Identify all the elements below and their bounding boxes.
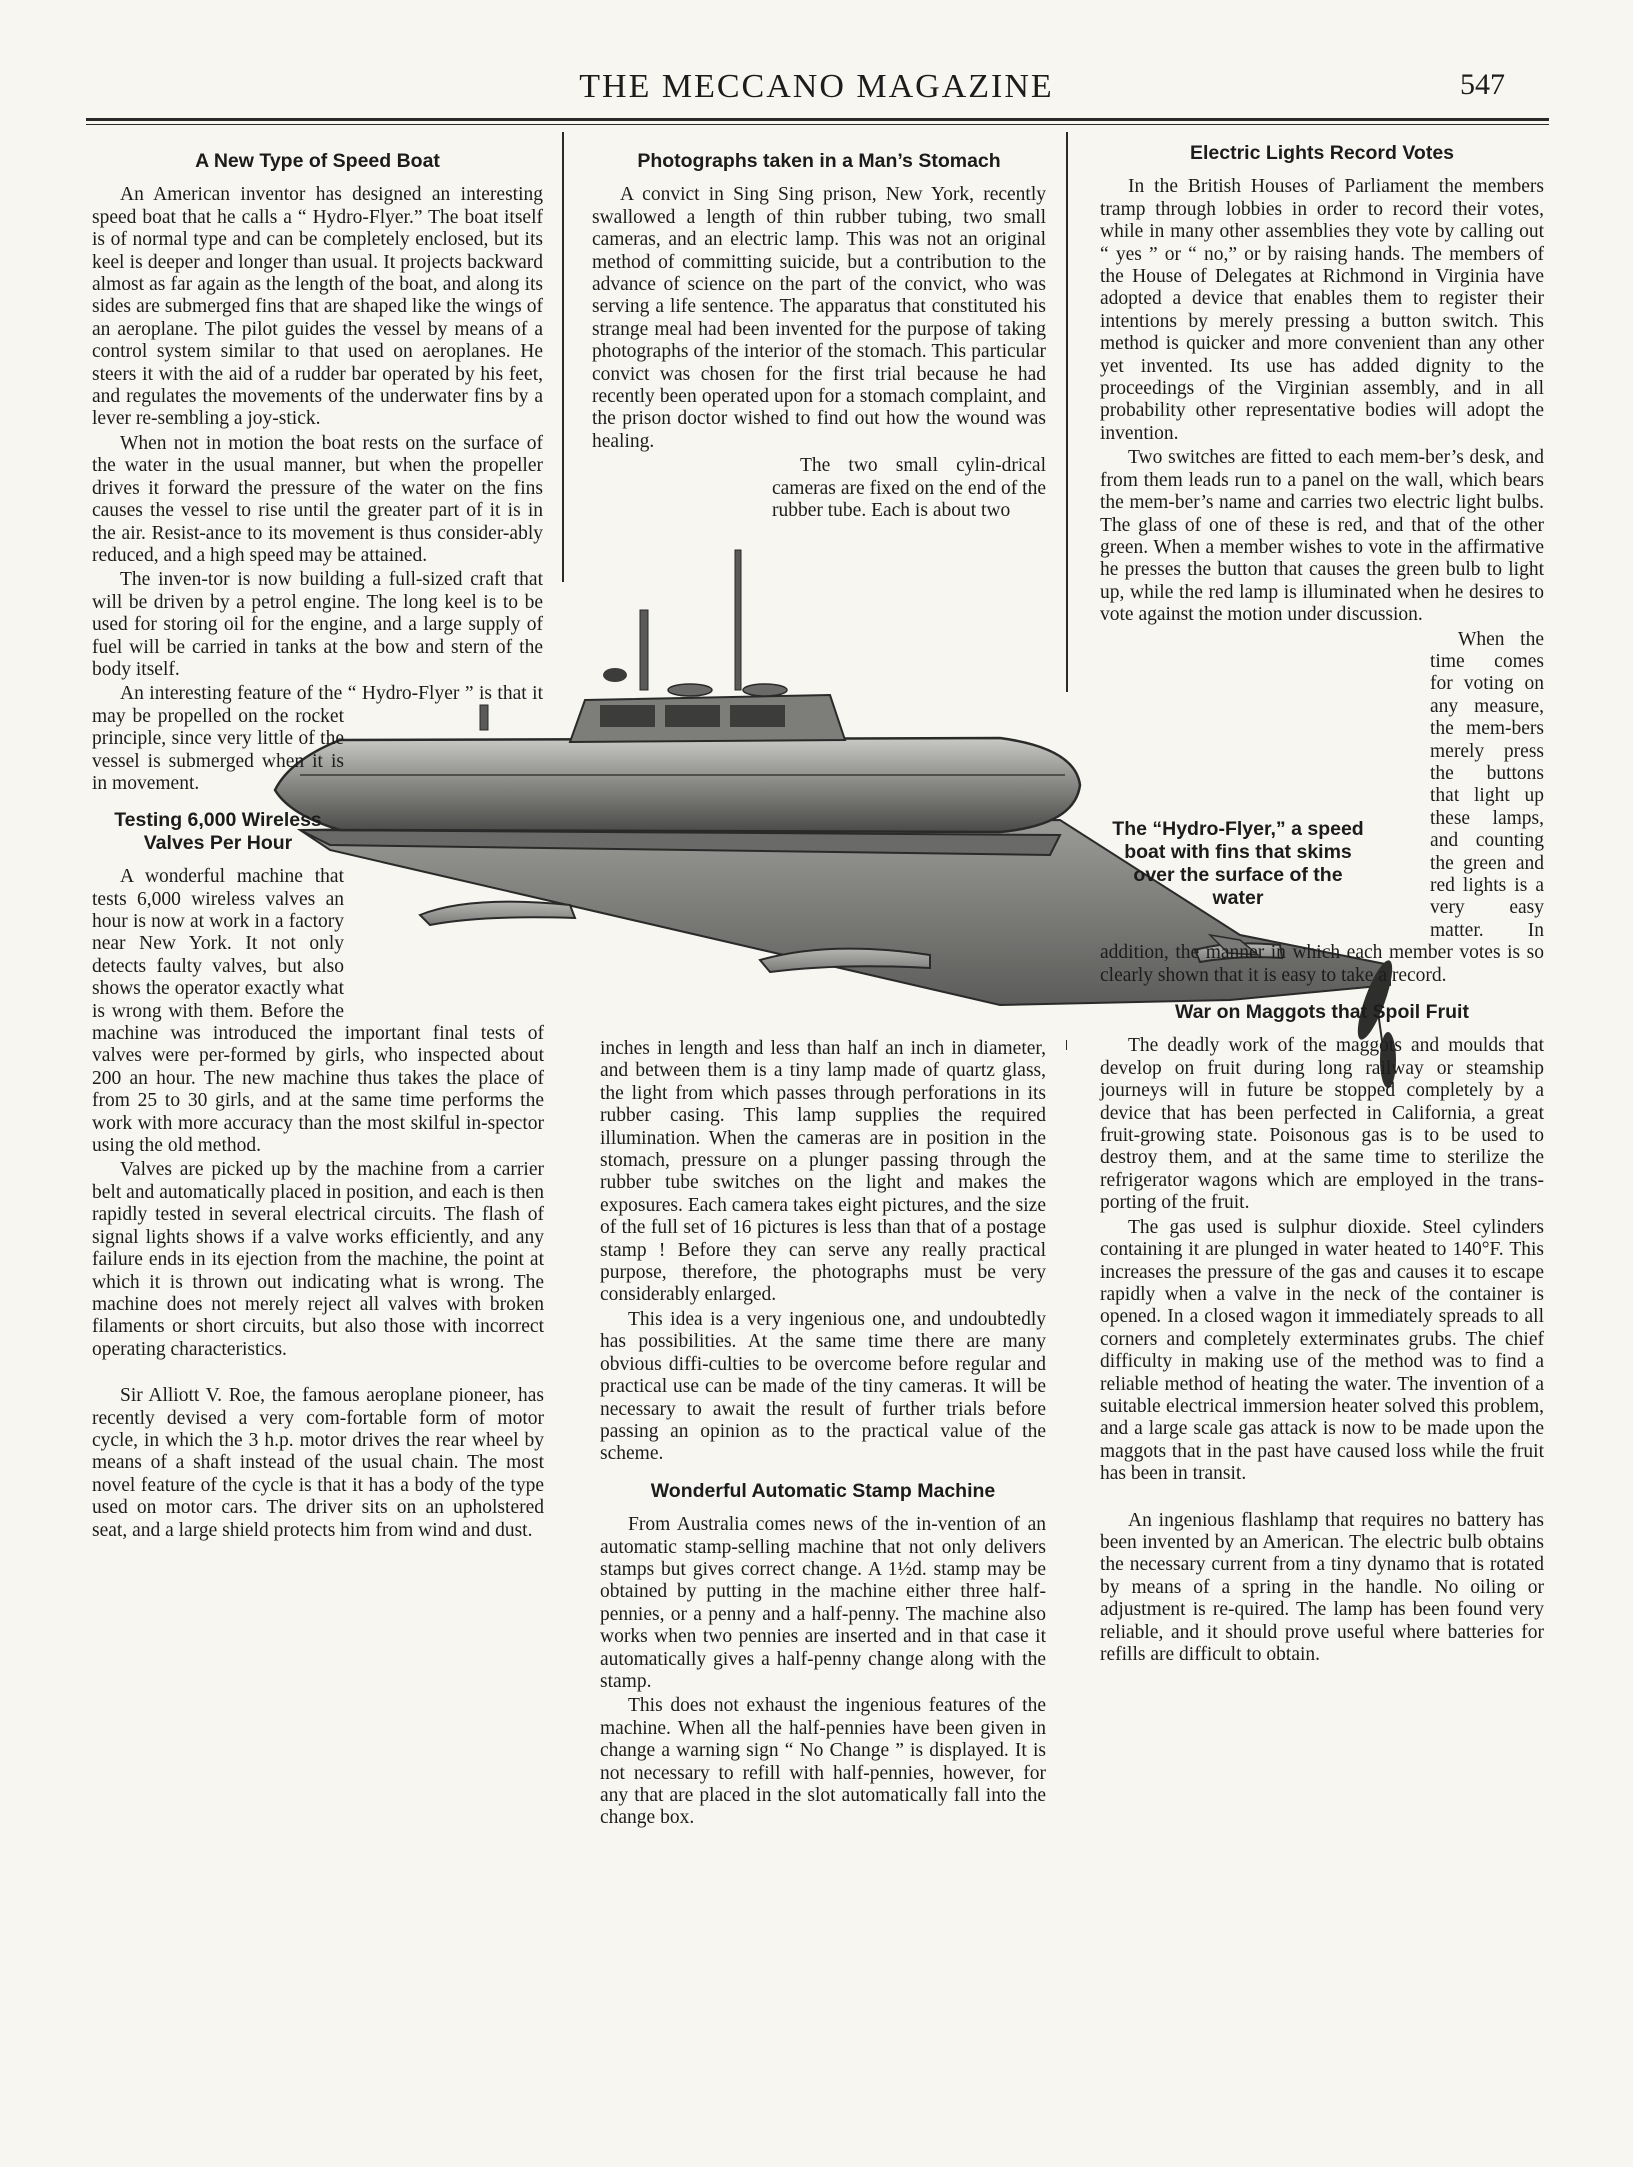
heading-maggots: War on Maggots that Spoil Fruit xyxy=(1175,1001,1469,1024)
heading-wireless-valves: Testing 6,000 Wireless Valves Per Hour xyxy=(114,809,322,854)
paragraph: The two small cylin-drical cameras are fixed on the end of the rubber tube. Each is about two xyxy=(772,455,1046,522)
paragraph: A wonderful machine that tests 6,000 wireless valves an hour is now at work in a factory near New York. It not only detects faulty valves, but also shows the operator exactly what is wrong with them. Before the machine was introduced the important final tests of valves were per-formed by girls, who inspected about 200 an hour. The new machine thus takes the place of from 25 to 30 girls, and at the same time performs the work with more accuracy than the most skilful in-spector using the old method. xyxy=(92,866,544,1157)
heading-stomach-photos: Photographs taken in a Man’s Stomach xyxy=(637,150,1001,172)
paragraph: The deadly work of the maggots and moulds that develop on fruit during long railway or steamship journeys will in future be stopped completely by a device that has been perfected in California, a great fruit-growing state. Poisonous gas is to be used to destroy them, and at the same time to sterilize the refrigerator wagons which are employed in the trans-porting of the fruit. xyxy=(1100,1035,1544,1214)
column-middle xyxy=(592,148,1046,525)
paragraph: From Australia comes news of the in-vention of an automatic stamp-selling machine that not only delivers stamps but gives correct change. A 1½d. stamp may be obtained by putting in the machine either three half-pennies, or a penny and a half-penny. The machine also works when two pennies are inserted and in that case it automatically gives a half-penny change along with the stamp. xyxy=(600,1514,1046,1692)
paragraph: When not in motion the boat rests on the surface of the water in the usual manner, but when the propeller drives it forward the pressure of the water on the fins causes the vessel to rise until the greater part of it is in the air. Resist-ance to its movement is thus consider-ably reduced, and a high speed may be attained. xyxy=(92,432,543,566)
paragraph: The inven-tor is now building a full-sized craft that will be driven by a petrol engine. The long keel is to be used for storing oil for the engine, and a large supply of fuel will be carried in tanks at the bow and stern of the body itself. xyxy=(92,569,543,680)
paragraph: Sir Alliott V. Roe, the famous aeroplane pioneer, has recently devised a very com-fortable form of motor cycle, in which the 3 h.p. motor drives the rear wheel by means of a shaft instead of the usual chain. The most novel feature of the cycle is that it has a body of the type used on motor cars. The driver sits on an upholstered seat, and a large shield protects him from wind and dust. xyxy=(92,1385,544,1541)
column-right xyxy=(1100,140,1544,1668)
paragraph: This idea is a very ingenious one, and undoubtedly has possibilities. At the same time there are many obvious diffi-culties to be overcome before regular and practical use can be made of the tiny cameras. It will be necessary to await the result of further trials before passing an opinion as to the practical value of the scheme. xyxy=(600,1308,1046,1465)
heading-stamp-machine: Wonderful Automatic Stamp Machine xyxy=(650,1479,996,1502)
column-left xyxy=(92,148,544,1544)
paragraph: Two switches are fitted to each mem-ber’s desk, and from them leads run to a panel on the wall, which bears the mem-ber’s name and carries two electric light bulbs. The glass of one of these is red, and that of the other green. When a member wishes to vote in the affirmative he presses the button that causes the green bulb to light up, while the red lamp is illuminated when he desires to vote against the motion under discussion. xyxy=(1100,447,1544,626)
paragraph: inches in length and less than half an inch in diameter, and between them is a tiny lamp made of quartz glass, the light from which passes through perforations in its rubber casing. This lamp supplies the required illumination. When the cameras are in position in the stomach, pressure on a plunger passing through the rubber tube switches on the light and makes the exposures. Each camera takes eight pictures, and the size of the full set of 16 pictures is less than that of a postage stamp ! Before they can serve any really practical purpose, therefore, the photographs must be very considerably enlarged. xyxy=(600,1038,1046,1306)
heading-electric-votes: Electric Lights Record Votes xyxy=(1189,142,1455,164)
paragraph: Valves are picked up by the machine from a carrier belt and automatically placed in position, and each is then rapidly tested in several electrical circuits. The flash of signal lights shows if a valve works efficiently, and any failure ends in its ejection from the machine, the point at which it is thrown out indicating what is wrong. The machine does not merely reject all valves with broken filaments or short circuits, but also those with incorrect operating characteristics. xyxy=(92,1159,544,1360)
column-middle-lower xyxy=(600,1038,1046,1832)
illustration-caption: The “Hydro-Flyer,” a speed boat with fins that skims over the surface of the water xyxy=(1112,818,1364,909)
paragraph: This does not exhaust the ingenious features of the machine. When all the half-pennies have been given in change a warning sign “ No Change ” is displayed. It is not necessary to refill with half-pennies, however, for any that are placed in the slot automatically fall into the change box. xyxy=(600,1695,1046,1829)
magazine-title: THE MECCANO MAGAZINE xyxy=(579,68,1054,105)
paragraph: An ingenious flashlamp that requires no battery has been invented by an American. The electric bulb obtains the necessary current from a tiny dynamo that is rotated by means of a spring in the handle. No oiling or adjustment is re-quired. The lamp has been found very reliable, and it should prove useful where batteries for refills are difficult to obtain. xyxy=(1100,1509,1544,1665)
paragraph: When the time comes for voting on any measure, the mem-bers merely press the buttons that light up these lamps, and counting the green and red lights is a very easy matter. In addition, the manner in which each member votes is so clearly shown that it is easy to take a record. xyxy=(1100,628,1544,986)
page-number: 547 xyxy=(1460,68,1505,101)
paragraph: The gas used is sulphur dioxide. Steel cylinders containing it are plunged in water heated to 140°F. This increases the pressure of the gas and causes it to escape rapidly when a valve in the neck of the container is opened. In a closed wagon it immediately spreads to all corners and completely exterminates grubs. The chief difficulty in making use of the method was to find a reliable method of heating the water. The invention of a suitable electrical immersion heater solved this problem, and a large scale gas attack is now to be made upon the maggots that in the past have caused loss while the fruit has been in transit. xyxy=(1100,1216,1544,1485)
paragraph: In the British Houses of Parliament the members tramp through lobbies in order to record their votes, while in many other assemblies they vote by calling out “ yes ” or “ no,” or by raising hands. The members of the House of Delegates at Richmond in Virginia have adopted a device that enables them to register their intentions by merely pressing a button switch. This method is quicker and more convenient than any other yet invented. Its use has added dignity to the proceedings of the Virginian assembly, and in all probability other representative bodies will adopt the invention. xyxy=(1100,176,1544,444)
paragraph: A convict in Sing Sing prison, New York, recently swallowed a length of thin rubber tubing, two small cameras, and an electric lamp. This was not an original method of committing suicide, but a contribution to the advance of science on the part of the convict, who was serving a life sentence. The apparatus that constituted his strange meal had been invented for the purpose of taking photographs of the interior of the stomach. This particular convict was chosen for the first trial because he had recently been operated upon for a stomach complaint, and the prison doctor wished to find out how the wound was healing. xyxy=(592,184,1046,452)
paragraph: An interesting feature of the “ Hydro-Flyer ” is that it may be propelled on the rocket principle, since very little of the vessel is submerged when it is in movement. xyxy=(92,683,543,794)
paragraph: An American inventor has designed an interesting speed boat that he calls a “ Hydro-Flyer.” The boat itself is of normal type and can be completely enclosed, but its keel is deeper and longer than usual. It projects backward almost as far again as the length of the boat, and along its sides are submerged fins that are shaped like the wings of an aeroplane. The pilot guides the vessel by means of a control system similar to that used on aeroplanes. He steers it with the aid of a rudder bar operated by his feet, and regulates the movements of the underwater fins by a lever re-sembling a joy-stick. xyxy=(92,184,543,430)
heading-speed-boat: A New Type of Speed Boat xyxy=(195,150,440,172)
